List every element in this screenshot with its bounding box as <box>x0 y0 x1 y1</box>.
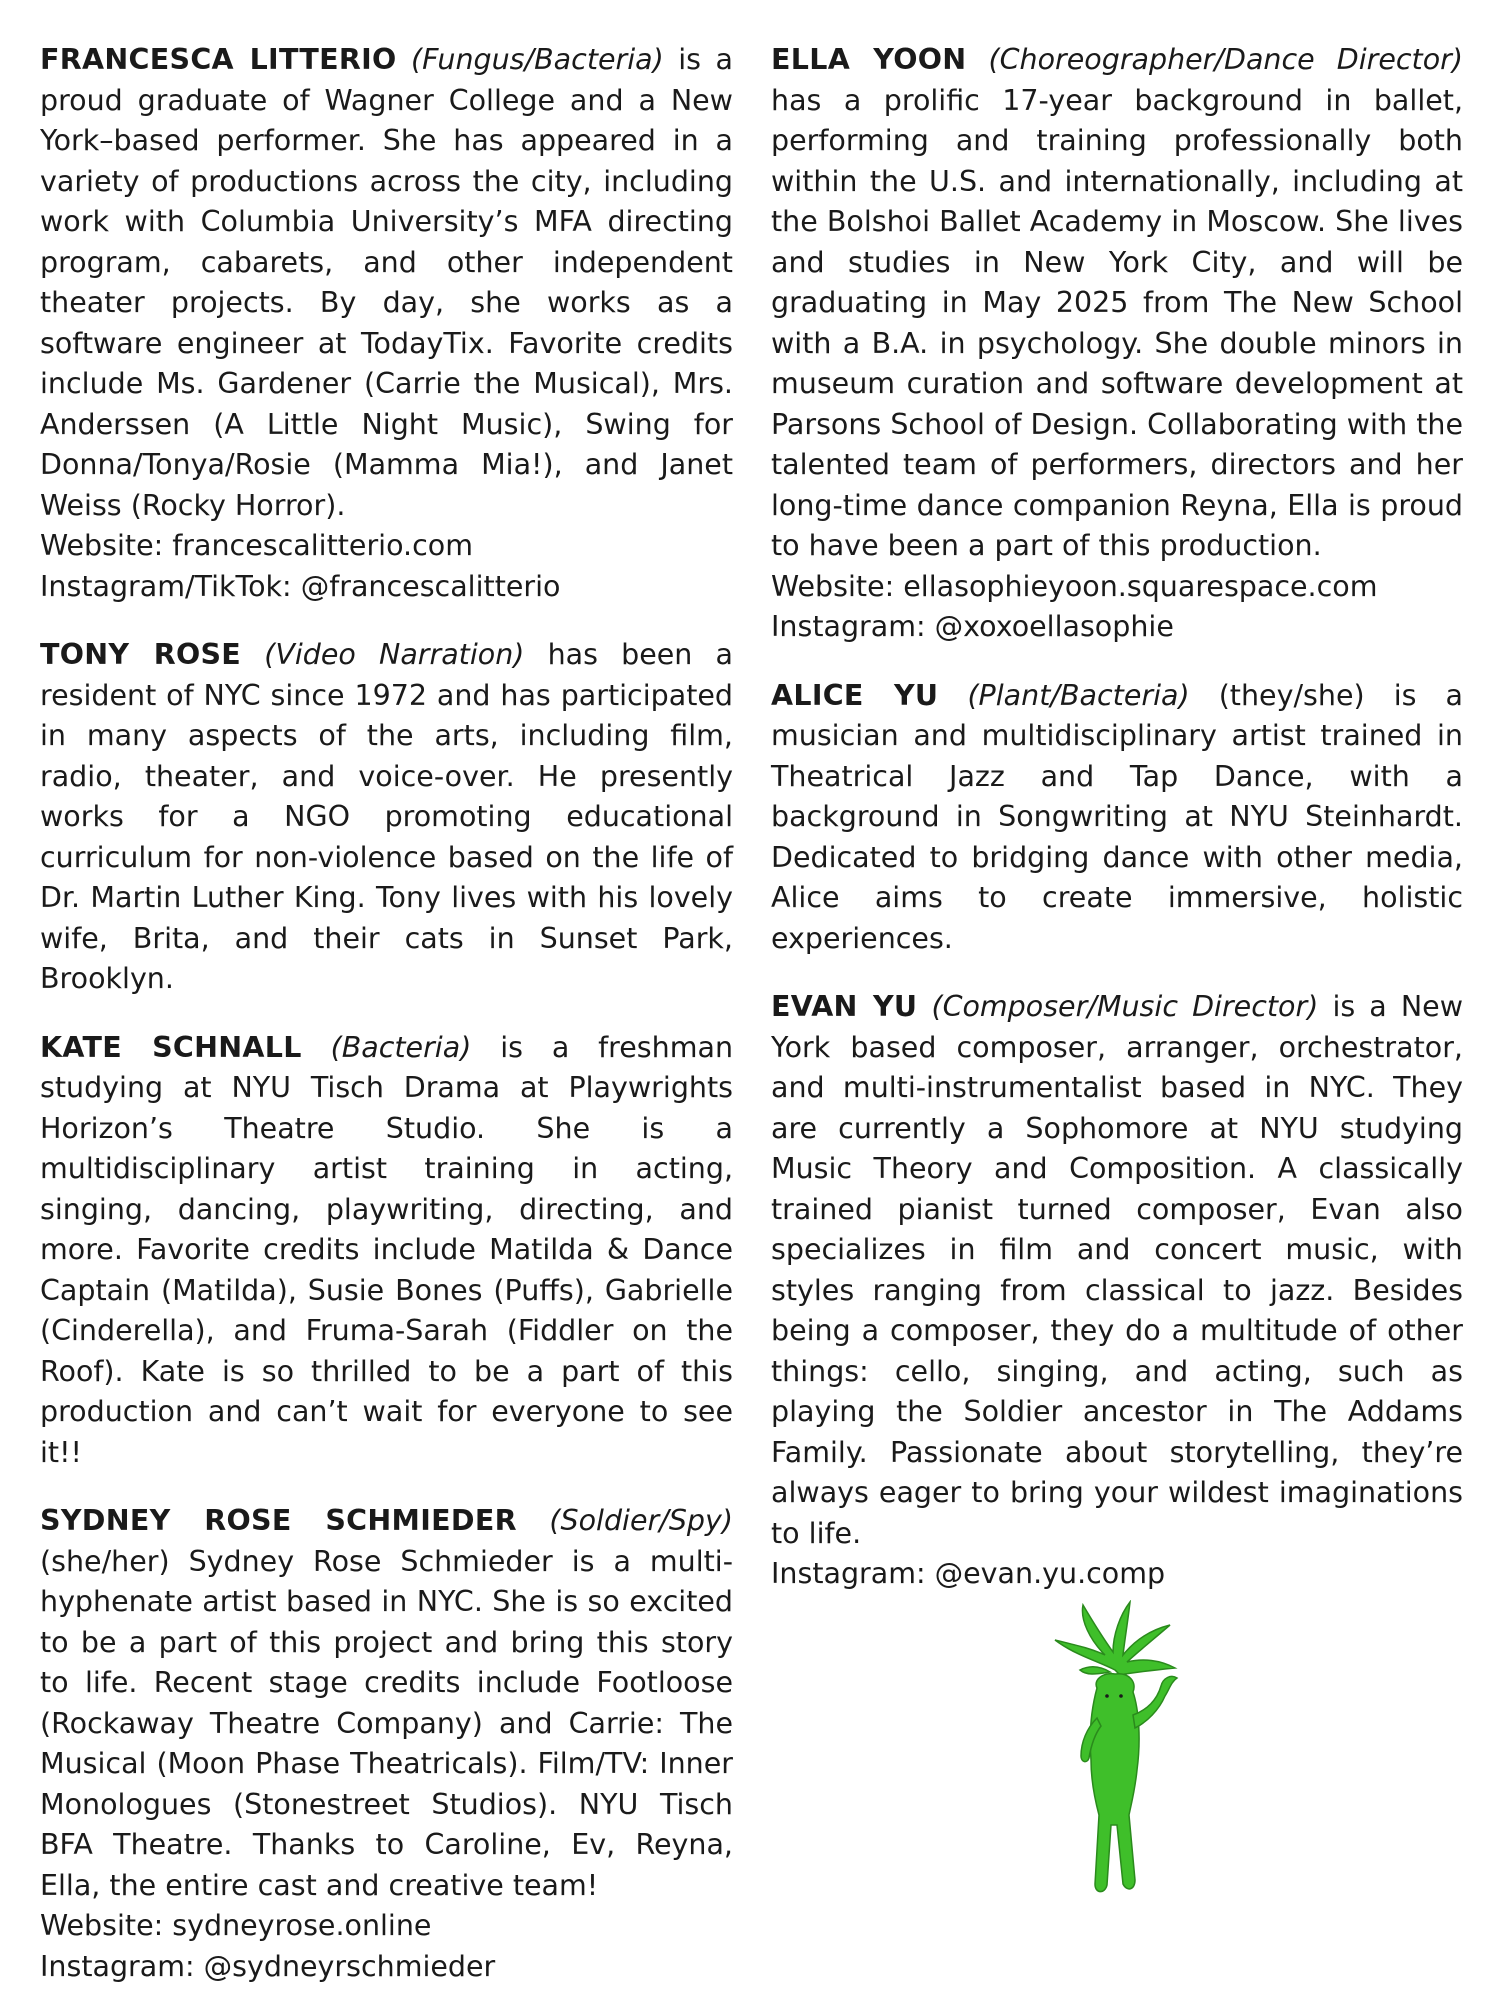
bio-name: SYDNEY ROSE SCHMIEDER <box>40 1504 517 1537</box>
bio-evan-yu <box>771 987 1463 1595</box>
social-handle: Instagram: @evan.yu.comp <box>771 1557 1166 1590</box>
bio-name: KATE SCHNALL <box>40 1030 302 1064</box>
bio-role: (Choreographer/Dance Director) <box>988 43 1463 76</box>
left-column <box>40 40 733 2015</box>
bio-text: is a freshman studying at NYU Tisch Drama at Playwrights Horizon’s Theatre Studio. She is a multidisciplinary artist training in acting, singing, dancing, playwriting, directing, and more. Favorite credits include Matilda & Dance Captain (Matilda), Susie Bones (Puffs), Gabrielle (Cinderella), and Fruma-Sarah (Fiddler on the Roof). Kate is so thrilled to be a part of this production and can’t wait for everyone to see it!! <box>40 1030 734 1469</box>
social-handle: Instagram: @xoxoellasophie <box>771 610 1174 643</box>
right-column <box>771 40 1463 1623</box>
bio-role: (Video Narration) <box>264 638 525 671</box>
bio-text: (they/she) is a musician and multidisciplinary artist trained in Theatrical Jazz and Tap Dance, with a background in Songwriting at NYU Steinhardt. Dedicated to bridging dance with other media, Alice aims to create immersive, holistic experiences. <box>771 678 1464 955</box>
bio-tony-rose <box>40 635 733 1000</box>
bio-name: EVAN YU <box>771 990 918 1023</box>
bio-ella-yoon <box>771 40 1463 648</box>
bio-text: (she/her) Sydney Rose Schmieder is a multi-hyphenate artist based in NYC. She is so excited to be a part of this project and bring this story to life. Recent stage credits include Footloose (Rockaway Theatre Company) and Carrie: The Musical (Moon Phase Theatricals). Film/TV: Inner Monologues (Stonestreet Studios). NYU Tisch BFA Theatre. Thanks to Caroline, Ev, Reyna, Ella, the entire cast and creative team! <box>40 1544 733 1902</box>
bio-alice-yu <box>771 676 1463 960</box>
bio-name: ELLA YOON <box>771 43 967 76</box>
bio-kate-schnall <box>40 1028 733 1474</box>
bio-text: has been a resident of NYC since 1972 and has participated in many aspects of the arts, including film, radio, theater, and voice-over. He presently works for a NGO promoting educational curriculum for non-violence based on the life of Dr. Martin Luther King. Tony lives with his lovely wife, Brita, and their cats in Sunset Park, Brooklyn. <box>40 638 733 995</box>
bio-name: TONY ROSE <box>40 638 242 671</box>
bio-role: (Soldier/Spy) <box>549 1504 734 1537</box>
bio-role: (Plant/Bacteria) <box>967 678 1190 712</box>
website-link: Website: sydneyrose.online <box>40 1909 432 1942</box>
bio-role: (Fungus/Bacteria) <box>411 43 664 76</box>
bio-text: is a New York based composer, arranger, orchestrator, and multi-instrumentalist based in NYC. They are currently a Sophomore at NYU studying Music Theory and Composition. A classically trained pianist turned composer, Evan also specializes in film and concert music, with styles ranging from classical to jazz. Besides being a composer, they do a multitude of other things: cello, singing, and acting, such as playing the Soldier ancestor in The Addams Family. Passionate about storytelling, they’re always eager to bring your wildest imaginations to life. <box>771 990 1464 1550</box>
bio-text: has a prolific 17-year background in ballet, performing and training professionally both within the U.S. and internationally, including at the Bolshoi Ballet Academy in Moscow. She lives and studies in New York City, and will be graduating in May 2025 from The New School with a B.A. in psychology. She double minors in museum curation and software development at Parsons School of Design. Collaborating with the talented team of performers, directors and her long-time dance companion Reyna, Ella is proud to have been a part of this production. <box>771 83 1464 562</box>
bio-sydney-rose-schmieder <box>40 1501 733 1987</box>
bio-text: is a proud graduate of Wagner College and a New York–based performer. She has appeared in a variety of productions across the city, including work with Columbia University’s MFA directing program, cabarets, and other independent theater projects. By day, she works as a software engineer at TodayTix. Favorite credits include Ms. Gardener (Carrie the Musical), Mrs. Anderssen (A Little Night Music), Swing for Donna/Tonya/Rosie (Mamma Mia!), and Janet Weiss (Rocky Horror). <box>40 43 734 522</box>
bio-name: ALICE YU <box>771 678 939 712</box>
plant-character-icon <box>1035 1600 1195 1900</box>
website-link: Website: ellasophieyoon.squarespace.com <box>771 569 1378 603</box>
social-handle: Instagram: @sydneyrschmieder <box>40 1949 496 1983</box>
website-link: Website: francescalitterio.com <box>40 529 473 562</box>
bio-role: (Bacteria) <box>330 1030 472 1064</box>
bio-name: FRANCESCA LITTERIO <box>40 43 397 76</box>
bio-role: (Composer/Music Director) <box>931 990 1319 1023</box>
bio-francesca-litterio <box>40 40 733 607</box>
social-handle: Instagram/TikTok: @francescalitterio <box>40 569 561 603</box>
